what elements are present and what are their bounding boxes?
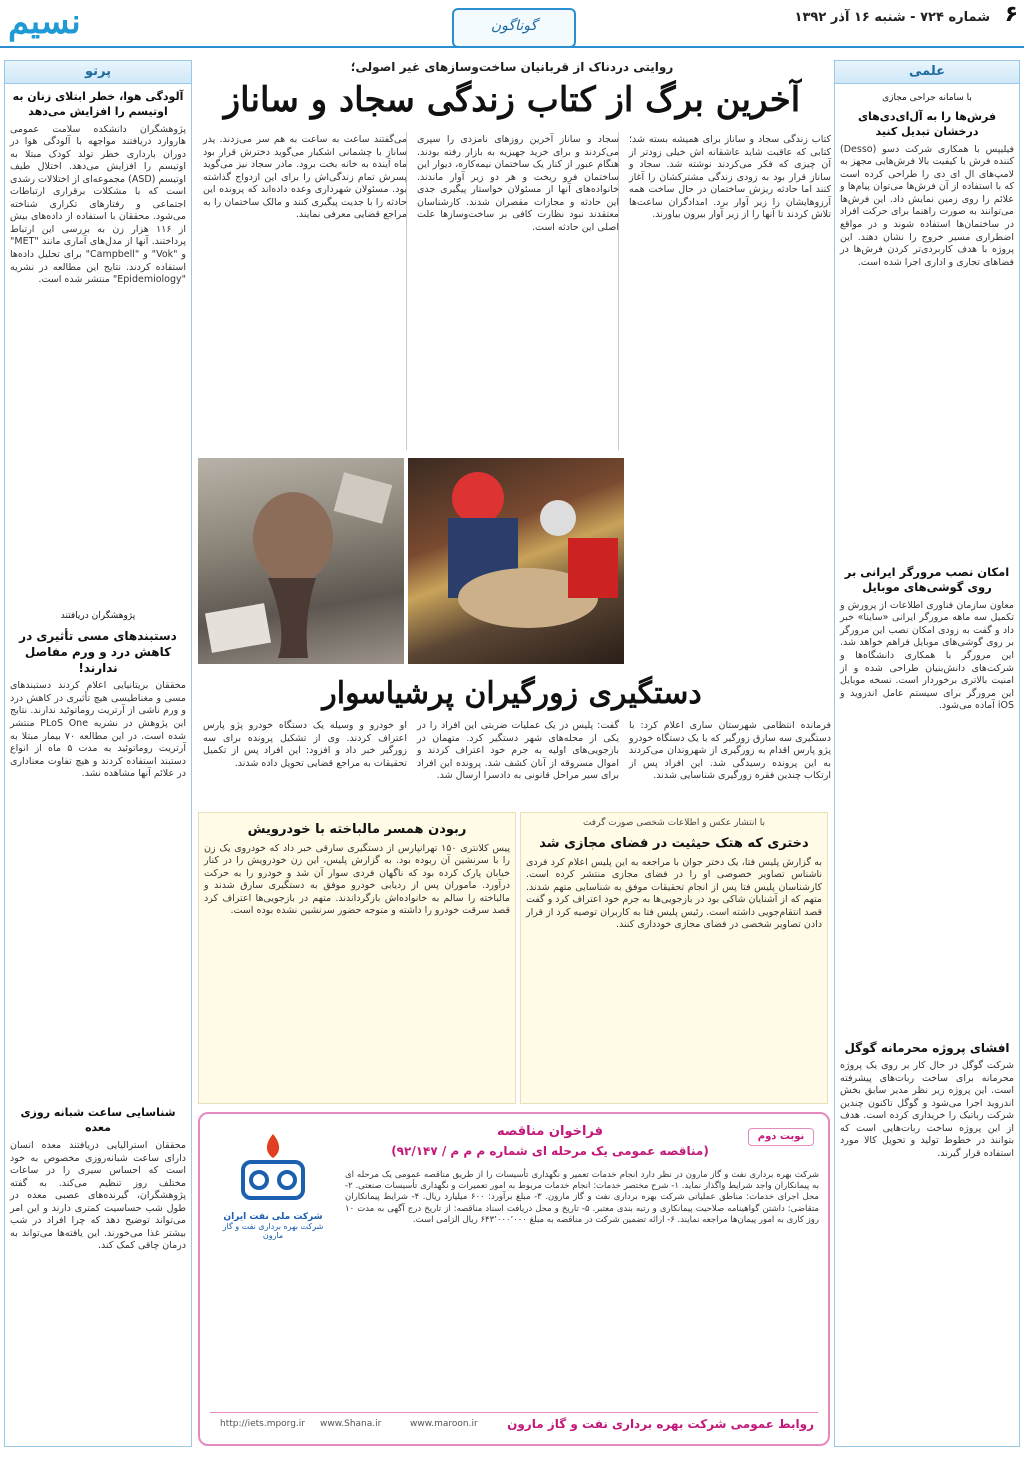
article-title: امکان نصب مرورگر ایرانی بر روی گوشی‌های موبایل [844, 564, 1010, 595]
masthead [0, 0, 1024, 48]
section-badge: گوناگون [452, 8, 576, 48]
rescue-photo-art [408, 458, 624, 664]
round-tag: نوبت دوم [748, 1128, 814, 1146]
article-title: دختری که هتک حیثیت در فضای مجازی شد [539, 836, 809, 852]
car-theft-article-box [198, 812, 516, 1104]
tender-advertisement [198, 1112, 830, 1446]
ad-website-link[interactable]: www.maroon.ir [410, 1419, 478, 1429]
article-body: محققان بریتانیایی اعلام کردند دستبندهای مسی و مغناطیسی هیچ تأثیری در کاهش درد و ورم ناشی از آرتریت روماتوئید ندارند. نتایج این پژوهش در نشریه PLoS One منتشر شده است. در این مطالعه ۷۰ بیمار مبتلا به آرتریت روماتوئید به مدت ۵ ماه از انواع دستبند استفاده کردند و هیچ تفاوت معناداری در علائم آنها مشاهده نشد. [10, 680, 187, 780]
ad-body: شرکت بهره برداری نفت و گاز مارون در نظر دارد انجام خدمات تعمیر و نگهداری تأسیسات را از طریق مناقصه عمومی یک مرحله ای به پیمانکاران واجد شرایط واگذار نماید. ۱- شرح مختصر خدمات: انجام خدمات مربوط به امور تعمیرات و نگهداری تأسیسات صنعتی. ۲- محل اجرای خدمات: مناطق عملیاتی شرکت بهره برداری نفت و گاز مارون. ۳- مبلغ برآورد: ۶۰۰ میلیارد ریال. ۴- شرایط پیمانکاران متقاضی: داشتن گواهینامه صلاحیت پیمانکاری و رتبه بندی معتبر. ۵- تاریخ و محل دریافت اسناد مناقصه: از تاریخ درج آگهی به مدت ۱۰ روز کاری به امور پیمان‌ها مراجعه نمایند. ۶- ارائه تضمین شرکت در مناقصه به مبلغ ۶۴۳٬۰۰۰٬۰۰۰ ریال الزامی است. [345, 1170, 819, 1225]
main-kicker: روایتی دردناک از قربانیان ساخت‌وسازهای غیر اصولی؛ [350, 60, 674, 74]
article-title: شناسایی ساعت شبانه روزی معده [20, 1106, 176, 1135]
page-number: ۶ [1004, 2, 1018, 27]
rubble-photo-art [198, 458, 404, 664]
right-column-header: علمی [835, 61, 1019, 84]
article-title: فرش‌ها را به آل‌ای‌دی‌های درخشان تبدیل کنید [857, 110, 997, 138]
article-body: محققان استرالیایی دریافتند معده انسان دارای ساعت شبانه‌روزی مخصوص به خود است که احساس سیری را در ساعات مختلف روز تنظیم می‌کند. به گفته پژوهشگران، گیرنده‌های عصبی معده در طول شب حساسیت کمتری دارند و این امر می‌تواند توضیح دهد که چرا افراد در شب بیشتر غذا می‌خورند. این یافته‌ها می‌تواند به درمان چاقی کمک کند. [10, 1140, 186, 1252]
ad-website-link-2[interactable]: www.Shana.ir [320, 1419, 382, 1429]
left-column-header: پرتو [5, 61, 191, 84]
arrest-headline: دستگیری زورگیران پرشیاسوار [322, 676, 702, 711]
rubble-photo [198, 458, 404, 664]
article-body: معاون سازمان فناوری اطلاعات از پرورش و تکمیل سه ماهه مرورگر ایرانی «ساینا» خبر داد و گفت به زودی امکان نصب این مرورگر بر روی گوشی‌های موبایل فراهم خواهد شد. این مرورگر با همکاری دانشگاه‌ها و شرکت‌های دانش‌بنیان طراحی شده و از امنیت بالاتری برخوردار است. نسخه موبایل این مرورگر برای سیستم عامل اندروید و iOS آماده می‌شود. [840, 599, 1014, 712]
article-body: به گزارش پلیس فتا، یک دختر جوان با مراجعه به این پلیس اعلام کرد فردی ناشناس تصاویر خصوصی او را در فضای مجازی منتشر کرده است. کارشناسان پلیس فتا پس از انجام تحقیقات موفق به شناسایی متهم شدند. متهم که از آشنایان شاکی بود در بازجویی‌ها به جرم خود اعتراف کرد و گفت قصد انتقام‌جویی داشته است. رئیس پلیس فتا به کاربران توصیه کرد از قرار دادن تصاویر شخصی در فضای مجازی خودداری کنند. [526, 856, 822, 931]
article-kicker: با سامانه جراحی مجازی [882, 93, 972, 103]
article-body: شرکت گوگل در حال کار بر روی یک پروژه محرمانه برای ساخت ربات‌های پیشرفته است. این پروژه زیر نظر مدیر سابق بخش اندروید اجرا می‌شود و گوگل تاکنون چندین شرکت رباتیک را خریداری کرده است. هدف از این پروژه ساخت ربات‌هایی است که بتوانند در خطوط تولید و تحویل کالا مورد استفاده قرار گیرند. [840, 1060, 1014, 1159]
article-body: فیلیپس با همکاری شرکت دسو (Desso) کننده فرش با کیفیت بالا فرش‌هایی مجهز به لامپ‌های ال ای دی را طراحی کرده است که با استفاده از آن فرش‌ها می‌توان پیام‌ها و علائم را روی زمین نمایش داد. این فرش‌ها می‌توانند به صورت راهنما برای حرکت افراد در ساختمان‌ها استفاده شوند و در مواقع اضطراری مسیر خروج را نشان دهند. این پروژه با هدف کاربردی‌تر کردن فرش‌ها در فضاهای تجاری و اداری اجرا شده است. [840, 143, 1014, 268]
main-body-col2: سجاد و ساناز آخرین روزهای نامزدی را سپری می‌کردند و برای خرید جهیزیه به بازار رفته بودند. هنگام عبور از کنار یک ساختمان نیمه‌کاره، دیوار این ساختمان فرو ریخت و هر دو زیر آوار ماندند. خانواده‌های آنها از مسئولان خواستار پیگیری جدی این حادثه و مجازات مقصران شدند. کارشناسان معتقدند نبود نظارت کافی بر ساخت‌وسازها علت اصلی این حادثه است. [417, 134, 619, 233]
article-body: پژوهشگران دانشکده سلامت عمومی هاروارد دریافتند مواجهه با آلودگی هوا در دوران بارداری خطر تولد کودک مبتلا به اوتیسم را افزایش می‌دهد. اختلال طیف اوتیسم (ASD) مجموعه‌ای از اختلالات رشدی است که با مشکلات برقراری ارتباطات اجتماعی و رفتارهای تکراری شناخته می‌شود. محققان با استفاده از داده‌های بیش از ۱۱۶ هزار زن به بررسی این ارتباط پرداختند. آنها از مدل‌های آماری مانند "MET" و "Vok" و "Campbell" برای تحلیل داده‌ها استفاده کردند. نتایج این مطالعه در نشریه "Epidemiology" منتشر شده است. [10, 123, 187, 286]
article-body: پیس کلانتری ۱۵۰ تهرانپارس از دستگیری سارقی خبر داد که خودروی یک زن را با سرنشین آن ربوده بود. به گزارش پلیس، این زن خودرویش را در کنار خیابان پارک کرده بود که ناگهان فردی سوار آن شد و خودرو را به حرکت درآورد. ماموران پس از ردیابی خودرو موفق به دستگیری سارق شدند و مالباخته را سالم به خانواده‌اش بازگرداندند. متهم در بازجویی‌ها اعتراف کرد قصد سرقت خودرو را داشته و متوجه حضور سرنشین نشده بوده است. [204, 842, 510, 917]
article-title: آلودگی هوا، خطر ابتلای زنان به اوتیسم را افزایش می‌دهد [12, 90, 184, 118]
arrest-body-col3: او خودرو و وسیله یک دستگاه خودرو پژو پارس اعتراف کردند. وی از تشکیل پرونده برای سه زورگیر خبر داد و افزود: این افراد پس از تکمیل تحقیقات به مراجع قضایی تحویل داده شدند. [203, 720, 407, 769]
rescue-photo [408, 458, 624, 664]
article-title: افشای پروژه محرمانه گوگل [844, 1040, 1010, 1055]
main-body-col3: می‌گفتند ساعت به ساعت به هم سر می‌زدند. پدر ساناز با چشمانی اشکبار می‌گوید دخترش قرار بود ماه آینده به خانه بخت برود. مادر سجاد نیز می‌گوید پسرش تمام زندگی‌اش را برای این ازدواج گذاشته بود. مسئولان شهرداری وعده داده‌اند که پرونده این حادثه را با جدیت پیگیری کنند و مالک ساختمان را به مراجع قضایی معرفی نمایند. [203, 134, 407, 221]
flame-logo-icon [233, 1128, 313, 1208]
company-name: شرکت ملی نفت ایران [223, 1212, 323, 1222]
ad-footer [210, 1412, 818, 1435]
arrest-body-col2: گفت: پلیس در یک عملیات ضربتی این افراد را در یکی از محله‌های شهر دستگیر کرد. متهمان در بازجویی‌های اولیه به جرم خود اعتراف کردند و اموال مسروقه از آنان کشف شد. پرونده این افراد برای سیر مراحل قانونی به دادسرا ارسال شد. [417, 720, 619, 782]
article-title: دستبندهای مسی تأثیری در کاهش درد و ورم مفاصل ندارند! [19, 628, 177, 676]
main-headline: آخرین برگ از کتاب زندگی سجاد و ساناز [223, 80, 801, 120]
article-title: ربودن همسر مالباخته با خودرویش [247, 822, 467, 837]
cyber-article-box [520, 812, 828, 1104]
main-body-col1: کتاب زندگی سجاد و ساناز برای همیشه بسته شد؛ کتابی که عاقبت شاید عاشقانه اش خیلی زودتر از آن چیزی که فکر می‌کردند نوشته شد. سجاد و ساناز قرار بود به زودی زندگی مشترکشان را آغاز کنند اما حادثه ریزش ساختمان در حال ساخت همه آرزوهایشان را زیر آوار برد. امدادگران ساعت‌ها تلاش کردند تا آنها را از زیر آوار بیرون بیاورند. [629, 134, 831, 221]
right-column [834, 60, 1020, 1447]
newspaper-logo: نسیم [8, 2, 81, 42]
ad-title: فراخوان مناقصه [496, 1124, 604, 1139]
ad-subtitle: (مناقصه عمومی یک مرحله ای شماره م م م / ۹۲/۱۴۷) [391, 1144, 709, 1158]
issue-info: شماره ۷۲۴ - شنبه ۱۶ آذر ۱۳۹۲ [794, 10, 990, 25]
article-kicker: پژوهشگران دریافتند [60, 610, 136, 621]
nioc-logo [214, 1128, 332, 1248]
arrest-body-col1: فرمانده انتظامی شهرستان ساری اعلام کرد: با دستگیری سه سارق زورگیر که با یک دستگاه خودرو پژو پارس اقدام به زورگیری از شهروندان می‌کردند به این پرونده رسیدگی شد. این افراد پس از ارتکاب چندین فقره زورگیری شناسایی شدند. [629, 720, 831, 782]
ad-website-link-3[interactable]: http://iets.mporg.ir [220, 1419, 305, 1429]
left-column [4, 60, 192, 1447]
company-subname: شرکت بهره برداری نفت و گاز مارون [222, 1222, 324, 1240]
article-kicker: با انتشار عکس و اطلاعات شخصی صورت گرفت [582, 818, 766, 828]
ad-footer-pr: روابط عمومی شرکت بهره برداری نفت و گاز مارون [507, 1417, 814, 1431]
